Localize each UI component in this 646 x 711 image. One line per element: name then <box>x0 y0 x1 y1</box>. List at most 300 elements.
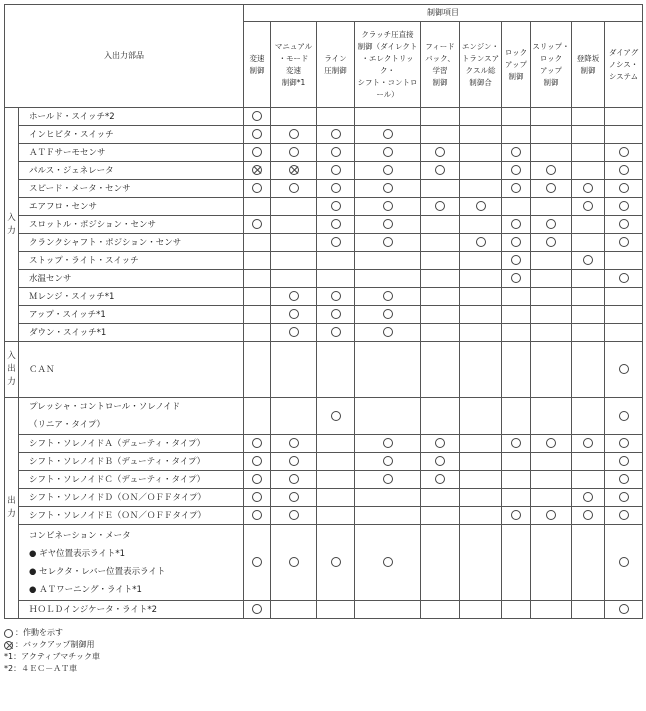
control-cell <box>572 126 605 144</box>
group-label-char: 出 <box>7 496 16 506</box>
control-cell <box>317 489 355 507</box>
operation-mark-icon <box>511 165 521 175</box>
control-cell <box>572 398 605 435</box>
control-cell <box>572 507 605 525</box>
column-header <box>502 22 531 108</box>
control-cell <box>605 216 643 234</box>
operation-mark-icon <box>546 165 556 175</box>
control-cell <box>605 288 643 306</box>
control-cell <box>421 324 460 342</box>
control-cell <box>421 288 460 306</box>
operation-mark-icon <box>619 492 629 502</box>
legend-text: ：作動を示す <box>15 628 63 637</box>
operation-mark-icon <box>546 219 556 229</box>
control-cell <box>460 471 502 489</box>
group-label <box>5 108 19 342</box>
control-cell <box>317 180 355 198</box>
table-row <box>5 216 643 234</box>
control-cell <box>355 162 421 180</box>
column-header-line: 制御 <box>580 65 596 75</box>
control-cell <box>271 144 317 162</box>
operation-mark-icon <box>619 201 629 211</box>
control-cell <box>317 471 355 489</box>
control-cell <box>605 270 643 288</box>
table-row <box>5 162 643 180</box>
control-cell <box>460 252 502 270</box>
column-header-line: 学習 <box>432 65 448 75</box>
operation-mark-icon <box>546 237 556 247</box>
column-header-line: 制御（ダイレクト <box>357 41 418 51</box>
control-cell <box>572 306 605 324</box>
control-cell <box>355 453 421 471</box>
operation-mark-icon <box>619 364 629 374</box>
control-cell <box>355 471 421 489</box>
control-cell <box>531 324 572 342</box>
control-cell <box>605 324 643 342</box>
part-name-line: ダウン・スイッチ*1 <box>29 327 107 338</box>
control-cell <box>244 270 271 288</box>
control-cell <box>355 489 421 507</box>
control-cell <box>605 471 643 489</box>
control-cell <box>531 342 572 398</box>
column-header-line: フィード <box>425 41 455 51</box>
control-cell <box>271 489 317 507</box>
control-cell <box>244 324 271 342</box>
control-cell <box>460 398 502 435</box>
control-cell <box>421 198 460 216</box>
control-cell <box>502 324 531 342</box>
part-name-line: （リニア・タイプ） <box>29 420 105 430</box>
group-label-char: 力 <box>7 225 16 236</box>
control-cell <box>572 324 605 342</box>
table-row <box>5 507 643 525</box>
control-cell <box>502 252 531 270</box>
control-cell <box>355 108 421 126</box>
operation-mark-icon <box>619 604 629 614</box>
io-control-table <box>4 4 643 619</box>
column-header-line: アップ <box>540 65 562 75</box>
control-cell <box>271 162 317 180</box>
operation-mark-icon <box>383 237 393 247</box>
control-cell <box>421 216 460 234</box>
operation-mark-icon <box>583 255 593 265</box>
control-cell <box>244 126 271 144</box>
part-name <box>19 306 244 324</box>
column-header-line: エンジン・ <box>461 41 500 51</box>
control-cell <box>572 234 605 252</box>
operation-mark-icon <box>619 456 629 466</box>
operation-mark-icon <box>383 456 393 466</box>
operation-mark-icon <box>383 219 393 229</box>
control-cell <box>271 216 317 234</box>
control-cell <box>502 342 531 398</box>
operation-mark-icon <box>619 411 629 421</box>
control-cell <box>271 252 317 270</box>
column-header <box>572 22 605 108</box>
control-cell <box>531 198 572 216</box>
control-cell <box>244 342 271 398</box>
control-cell <box>271 288 317 306</box>
part-name <box>19 507 244 525</box>
control-cell <box>271 270 317 288</box>
control-cell <box>355 324 421 342</box>
part-name-line: インヒビタ・スイッチ <box>29 129 114 140</box>
table-row <box>5 342 643 398</box>
operation-mark-icon <box>289 510 299 520</box>
legend-item <box>4 627 642 639</box>
control-cell <box>244 471 271 489</box>
group-label-char: 力 <box>7 509 16 519</box>
control-cell <box>355 144 421 162</box>
control-cell <box>502 489 531 507</box>
column-header-line: 制御合 <box>469 77 492 87</box>
part-name <box>19 252 244 270</box>
control-cell <box>605 507 643 525</box>
control-cell <box>271 435 317 453</box>
table-row <box>5 525 643 601</box>
operation-mark-icon <box>383 129 393 139</box>
operation-mark-icon <box>619 510 629 520</box>
operation-mark-icon <box>289 291 299 301</box>
control-cell <box>605 489 643 507</box>
part-name <box>19 525 244 601</box>
control-cell <box>572 601 605 619</box>
operation-mark-icon <box>252 111 262 121</box>
part-name <box>19 108 244 126</box>
legend-text: *1：アクティブマチック車 <box>4 652 100 661</box>
control-cell <box>271 108 317 126</box>
operation-mark-icon <box>252 492 262 502</box>
control-cell <box>502 471 531 489</box>
control-cell <box>421 342 460 398</box>
part-name <box>19 288 244 306</box>
control-cell <box>502 108 531 126</box>
control-cell <box>317 435 355 453</box>
control-cell <box>355 342 421 398</box>
operation-mark-icon <box>435 165 445 175</box>
control-cell <box>244 306 271 324</box>
control-cell <box>605 162 643 180</box>
control-cell <box>460 324 502 342</box>
operation-mark-icon <box>252 129 262 139</box>
control-cell <box>572 525 605 601</box>
operation-mark-icon <box>383 474 393 484</box>
control-cell <box>531 162 572 180</box>
control-cell <box>572 180 605 198</box>
control-table-container <box>4 4 642 675</box>
control-cell <box>572 252 605 270</box>
column-header-line: マニュアル <box>274 41 313 51</box>
control-cell <box>502 306 531 324</box>
operation-mark-icon <box>331 201 341 211</box>
operation-mark-icon <box>583 438 593 448</box>
operation-mark-icon <box>289 147 299 157</box>
operation-mark-icon <box>289 327 299 337</box>
control-cell <box>502 162 531 180</box>
column-header-line: クスル総 <box>465 65 496 75</box>
operation-mark-icon <box>546 510 556 520</box>
control-cell <box>502 234 531 252</box>
operation-mark-icon <box>331 165 341 175</box>
column-header-line: システム <box>608 71 639 81</box>
column-header <box>531 22 572 108</box>
control-cell <box>244 507 271 525</box>
control-cell <box>421 144 460 162</box>
table-row <box>5 270 643 288</box>
control-cell <box>317 324 355 342</box>
control-cell <box>531 471 572 489</box>
control-cell <box>421 306 460 324</box>
operation-mark-icon <box>383 165 393 175</box>
control-cell <box>502 144 531 162</box>
backup-mark-icon <box>252 165 262 175</box>
operation-mark-icon <box>252 510 262 520</box>
control-cell <box>421 507 460 525</box>
control-cell <box>531 270 572 288</box>
control-cell <box>531 525 572 601</box>
table-row <box>5 180 643 198</box>
operation-mark-icon <box>331 219 341 229</box>
part-name-line: シフト・ソレノイドＢ（デューティ・タイプ） <box>29 456 206 467</box>
control-cell <box>572 270 605 288</box>
control-cell <box>460 489 502 507</box>
control-cell <box>460 601 502 619</box>
control-cell <box>355 288 421 306</box>
part-name-line: Ｍレンジ・スイッチ*1 <box>29 291 115 302</box>
control-cell <box>460 525 502 601</box>
control-cell <box>460 216 502 234</box>
operation-mark-icon <box>289 492 299 502</box>
control-cell <box>355 435 421 453</box>
part-name <box>19 489 244 507</box>
operation-mark-icon <box>435 438 445 448</box>
operation-mark-icon <box>252 219 262 229</box>
control-cell <box>531 180 572 198</box>
control-cell <box>502 398 531 435</box>
legend-text: *2：４ＥＣ－ＡＴ車 <box>4 664 78 673</box>
operation-mark-icon <box>511 438 521 448</box>
control-cell <box>531 398 572 435</box>
control-cell <box>271 180 317 198</box>
column-header-line: スリップ・ <box>532 41 570 51</box>
table-row <box>5 288 643 306</box>
control-cell <box>460 180 502 198</box>
group-label-char: 入 <box>7 351 16 361</box>
operation-mark-icon <box>289 183 299 193</box>
column-header-line: 登降坂 <box>576 53 600 63</box>
control-cell <box>317 453 355 471</box>
control-cell <box>244 234 271 252</box>
table-row <box>5 601 643 619</box>
legend-item <box>4 639 642 651</box>
control-cell <box>317 198 355 216</box>
group-label <box>5 342 19 398</box>
control-cell <box>355 270 421 288</box>
column-header-line: 制御 <box>249 65 265 75</box>
control-cell <box>502 216 531 234</box>
control-cell <box>421 270 460 288</box>
control-cell <box>502 198 531 216</box>
control-cell <box>244 162 271 180</box>
control-cell <box>460 342 502 398</box>
legend-item <box>4 651 642 663</box>
table-row <box>5 108 643 126</box>
control-cell <box>421 108 460 126</box>
control-cell <box>460 126 502 144</box>
control-cell <box>531 435 572 453</box>
operation-mark-icon <box>331 291 341 301</box>
control-cell <box>460 453 502 471</box>
table-row <box>5 144 643 162</box>
part-name <box>19 180 244 198</box>
control-cell <box>355 398 421 435</box>
control-cell <box>421 234 460 252</box>
operation-mark-icon <box>583 183 593 193</box>
operation-mark-icon <box>583 510 593 520</box>
part-name-line: ＡＴＦサーモセンサ <box>29 147 106 158</box>
column-header-line: ロック <box>504 47 528 57</box>
operation-mark-icon <box>289 438 299 448</box>
control-cell <box>531 288 572 306</box>
table-row <box>5 398 643 435</box>
control-cell <box>271 324 317 342</box>
part-name-line: パルス・ジェネレータ <box>29 165 114 176</box>
control-cell <box>572 162 605 180</box>
control-cell <box>502 507 531 525</box>
control-cell <box>531 306 572 324</box>
operation-mark-icon <box>476 201 486 211</box>
column-header-line: バック、 <box>425 53 455 63</box>
table-row <box>5 234 643 252</box>
control-cell <box>605 252 643 270</box>
column-header-line: アップ <box>505 59 527 69</box>
operation-mark-icon <box>289 456 299 466</box>
operation-mark-icon <box>583 201 593 211</box>
control-cell <box>244 398 271 435</box>
part-name <box>19 162 244 180</box>
part-name-line: ● ギヤ位置表示ライト*1 <box>29 548 126 559</box>
control-cell <box>355 126 421 144</box>
control-cell <box>605 234 643 252</box>
operation-mark-icon <box>511 183 521 193</box>
control-cell <box>531 108 572 126</box>
part-name-line: クランクシャフト・ポジション・センサ <box>29 237 182 248</box>
control-cell <box>271 126 317 144</box>
control-cell <box>271 525 317 601</box>
operation-mark-icon <box>289 474 299 484</box>
part-name-line: アップ・スイッチ*1 <box>29 309 106 320</box>
control-cell <box>317 288 355 306</box>
control-cell <box>244 180 271 198</box>
control-cell <box>271 234 317 252</box>
part-name-line: スピード・メータ・センサ <box>29 183 131 194</box>
operation-mark-icon <box>511 510 521 520</box>
part-name <box>19 471 244 489</box>
control-cell <box>271 601 317 619</box>
control-cell <box>502 126 531 144</box>
control-cell <box>317 342 355 398</box>
control-cell <box>460 507 502 525</box>
control-cell <box>244 489 271 507</box>
operation-mark-icon <box>331 237 341 247</box>
control-cell <box>502 601 531 619</box>
control-cell <box>605 306 643 324</box>
operation-mark-icon <box>289 557 299 567</box>
group-label-char: 入 <box>7 212 16 223</box>
control-cell <box>572 198 605 216</box>
operation-mark-icon <box>619 183 629 193</box>
operation-mark-icon <box>511 147 521 157</box>
control-cell <box>572 108 605 126</box>
column-header-line: 制御 <box>432 77 448 87</box>
operation-mark-icon <box>511 219 521 229</box>
control-cell <box>244 108 271 126</box>
control-cell <box>531 234 572 252</box>
control-cell <box>355 198 421 216</box>
control-cell <box>502 288 531 306</box>
part-name-line: エアフロ・センサ <box>29 201 98 212</box>
part-name <box>19 398 244 435</box>
control-cell <box>317 108 355 126</box>
control-cell <box>317 144 355 162</box>
control-cell <box>460 198 502 216</box>
part-name-line: ホールド・スイッチ*2 <box>29 111 115 122</box>
part-name-line: スロットル・ポジション・センサ <box>29 219 156 230</box>
column-header-line: 制御 <box>508 71 524 81</box>
operation-mark-icon <box>252 474 262 484</box>
operation-mark-icon <box>331 411 341 421</box>
header-control-items: 制御項目 <box>244 5 643 22</box>
control-cell <box>244 288 271 306</box>
control-cell <box>355 252 421 270</box>
operation-mark-icon <box>546 438 556 448</box>
operation-mark-icon <box>511 237 521 247</box>
column-header <box>421 22 460 108</box>
operation-mark-icon <box>619 474 629 484</box>
table-row <box>5 471 643 489</box>
control-cell <box>244 525 271 601</box>
control-cell <box>271 198 317 216</box>
column-header <box>355 22 421 108</box>
operation-mark-icon <box>619 273 629 283</box>
control-cell <box>355 234 421 252</box>
control-cell <box>531 453 572 471</box>
control-cell <box>572 216 605 234</box>
control-cell <box>317 126 355 144</box>
operation-mark-icon <box>331 309 341 319</box>
part-name-line: コンビネーション・メータ <box>29 530 131 541</box>
operation-mark-icon <box>383 147 393 157</box>
operation-mark-icon <box>383 557 393 567</box>
control-cell <box>460 234 502 252</box>
part-name-line: シフト・ソレノイドＡ（デューティ・タイプ） <box>29 438 206 449</box>
operation-mark-icon <box>511 273 521 283</box>
group-label-char: 力 <box>7 377 16 387</box>
operation-mark-icon <box>619 557 629 567</box>
column-header-line: 制御 <box>543 77 559 87</box>
column-header-line: 変速 <box>286 65 301 75</box>
control-cell <box>244 453 271 471</box>
control-cell <box>271 398 317 435</box>
control-cell <box>605 435 643 453</box>
control-cell <box>421 162 460 180</box>
control-cell <box>244 601 271 619</box>
control-cell <box>502 525 531 601</box>
column-header-line: ロック <box>539 53 563 63</box>
part-name <box>19 324 244 342</box>
operation-mark-icon <box>383 309 393 319</box>
control-cell <box>531 507 572 525</box>
